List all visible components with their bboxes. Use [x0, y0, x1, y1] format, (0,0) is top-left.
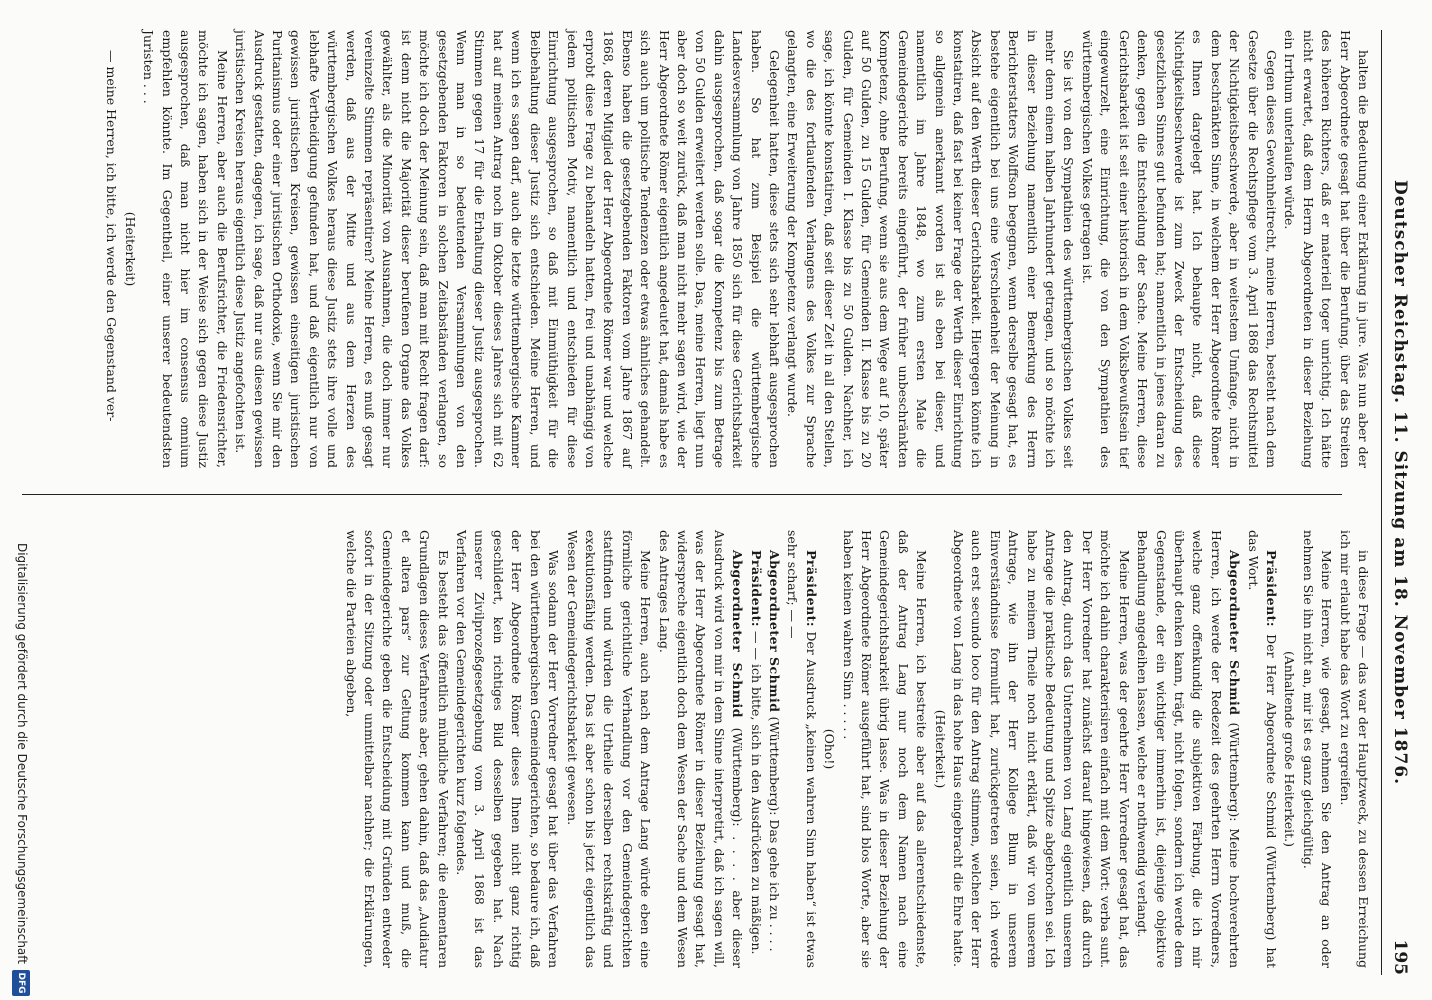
speaker-name: Abgeordneter Schmid: [1227, 550, 1243, 716]
body-paragraph: Gegen dieses Gewohnheitrecht, meine Herren, besteht nach dem Gesetze über die Rechtspflege vom 3. April 1868 das Rechtsmittel der Nichtigkeitsbeschwerde, aber in weitestem Umfange, nicht in dem beschränkten Sinne, in welchem der Herr Abgeordnete Römer es Ihnen dargelegt hat. Ich behaupte nicht, daß diese Nichtigkeitsbeschwerde ist zum Zweck der Entscheidung des gesetzlichen Sinnes gut befunden hat; namentlich in jenes daran zu denken, gegen die Entscheidung der Sache. Meine Herren, diese Gerichtsbarkeit ist seit einer historisch in dem Volksbewußtsein tief eingewurzelt, eine Einrichtung, die von den Sympathien des württembergischen Volkes getragen ist.: [1079, 30, 1279, 468]
body-paragraph: Meine Herren, aber auch die Berufsrichter, die Friedensrichter, möchte ich sagen, haben sich in der Weise sich gegen diese Justiz ausgesprochen, daß man nicht hier im consensus omnium empfehlen könnte. Im Gegentheil, einer unserer bedeutendsten Juristen . . .: [141, 30, 230, 468]
speech-paragraph: [765, 530, 783, 968]
digitization-footer: [6, 0, 34, 1000]
digitization-credit: Digitalisierung gefördert durch die Deutsche Forschungsgemeinschaft: [15, 542, 29, 964]
speaker-name: Präsident:: [748, 550, 764, 628]
speech-text: (Württemberg): Das gehe ich zu . . . .: [767, 716, 782, 952]
body-paragraph: Meine Herren, wie gesagt, nehmen Sie den Antrag an oder nehmen Sie ihn nicht an, mir ist es ganz gleichgültig.: [1300, 530, 1335, 968]
right-text-column: [341, 530, 1372, 968]
speech-text: Der Ausdruck „keinen wahren Sinn haben“ ist etwas sehr scharf; — —: [785, 530, 819, 968]
speech-text: Der Herr Abgeordnete Schmid (Württemberg) hat das Wort.: [1245, 530, 1279, 968]
speech-paragraph: [1243, 530, 1280, 968]
body-paragraph: halten die Bedeutung einer Erklärung in jure. Was nun aber der Herr Abgeordnete gesagt hat über die Berufung, über das Streiten des höheren Richters, daß er materiell toger unrichtig. Ich hätte nicht erwartet, daß dem Herrn Abgeordneten in dieser Beziehung ein Irrthum unterlaufen würde.: [1282, 30, 1371, 468]
stage-direction: (Heiterkeit.): [932, 709, 948, 789]
stage-direction: (Anhaltende große Heiterkeit.): [1282, 650, 1298, 848]
body-paragraph: Was sodann der Herr Vorredner gesagt hat über das Verfahren bei den württembergischen Gemeindegerichten, so bedaure ich, daß der Herr Abgeordnete Römer dieses Ihnen nicht ganz richtig geschildert, kein richtiges Bild desselben gegeben hat. Nach unserer Zivilprozeßgesetzgebung vom 3. April 1868 ist das Verfahren vor den Gemeindegerichten kurz folgendes.: [454, 530, 562, 968]
dfg-logo: DFG: [12, 970, 30, 996]
stage-direction: (Heiterkeit): [122, 211, 138, 287]
speaker-name: Abgeordneter Schmid: [730, 550, 746, 719]
speaker-name: Präsident:: [803, 550, 819, 628]
body-paragraph: Meine Herren, auch nach dem Antrage Lang würde eben eine förmliche gerichtliche Verhandlung vor den Gemeindegerichten stattfinden und würden die Urtheile derselben rechtskräftig und exekutionsfähig werden. Das ist aber schon bis jetzt eigentlich das Wesen der Gemeindegerichtsbarkeit gewesen.: [564, 530, 654, 968]
body-paragraph: Meine Herren, was der geehrte Herr Vorredner gesagt hat, das möchte ich dahin charakterisiren einfach mit dem Wort: verba sunt. Der Herr Vorredner hat zunächst darauf hingewiesen, daß durch den Antrag, durch das Unternehmen von Lang eigentlich unserem Antrage die praktische Bedeutung und Spitze abgebrochen sei. Ich habe zu meinem Theile noch nicht erklärt, daß wir von unserem Antrage, wie ihn der Herr Kollege Blum in unserem Einverständnisse formulirt hat, zurückgetreten seien, ich werde auch erst secundo loco für den Antrag stimmen, welchen der Herr Abgeordnete von Lang in das hohe Haus eingebracht die Ehre hatte.: [951, 530, 1132, 968]
speech-text: — — ich bitte, sich in den Ausdrücken zu mäßigen.: [748, 631, 764, 955]
speech-paragraph: [1133, 530, 1243, 968]
body-paragraph: Sie ist von den Sympathien des württembergischen Volkes seit mehr denn einem halben Jahrhundert getragen, und so möchte ich in dieser Beziehung namentlich einer Bemerkung des Herrn Berichterstatters Wolffson begegnen, wenn derselbe gesagt hat, es bestehe eigentlich bei uns eine Verschiedenheit der Meinung in Absicht auf den Werth dieser Gerichtsbarkeit. Hiergegen könnte ich konstatiren, daß fast bei keiner Frage der Werth dieser Einrichtung so allgemein anerkannt worden ist als eben bei dieser, und namentlich im Jahre 1848, wo zum ersten Male die Gemeindegerichte bereits eingeführt, der früher unbeschränkten Kompetenz, ohne Berufung, wenn sie aus dem Wege auf 10, später auf 50 Gulden, zu 15 Gulden, für Gemeinden II. Klasse bis zu 20 Gulden, für Gemeinden I. Klasse bis zu 50 Gulden. Nachher, ich sage, ich könnte konstatiren, daß seit dieser Zeit in all den Stellen, wo die des fortlaufenden Verlangens des Volkes zur Sprache gelangten, eine Erweiterung der Kompetenz verlangt wurde.: [785, 30, 1077, 468]
body-paragraph: — meine Herren, ich bitte, ich werde den Gegenstand ver-: [104, 50, 120, 422]
page-header: [1381, 30, 1410, 975]
body-paragraph: Gelegenheit hatten, diese stets sich sehr lebhaft ausgesprochen haben. So hat zum Beispiel die württembergische Landesversammlung von Jahre 1850 sich für diese Gerichtsbarkeit dahin ausgesprochen, daß sogar die Kompetenz bis zum Betrage von 50 Gulden erweitert werden solle. Das, meine Herren, liegt nun aber doch so weit zurück, daß man nicht mehr sagen wird, wie der Herr Abgeordnete Römer eigentlich angedeutet hat, damals habe es sich auch um politische Tendenzen oder etwas ähnliches gehandelt. Ebenso haben die gesetzgebenden Faktoren vom Jahre 1867 auf 1868, deren Mitglied der Herr Abgeordnete Römer war und welche erprobt diese Frage zu behandeln hatten, frei und unabhängig von jedem politischen Motiv, namentlich und entschieden für diese Einrichtung ausgesprochen, so daß mit Einmüthigkeit für die Beibehaltung dieser Justiz sich entschieden. Meine Herren, und wenn ich es sagen darf, auch die letzte württembergische Kammer hat auf meinen Antrag noch im Oktober dieses Jahres sich mit 62 Stimmen gegen 17 für die Erhaltung dieser Justiz ausgesprochen. Wenn man in so bedeutenden Versammlungen von den gesetzgebenden Faktoren in solchen Zeitabständen verlangen, so möchte ich doch der Meinung sein, daß man mit Recht fragen darf: ist denn nicht die Majorität dieser berufenen Organe das Volkes gewählter, als die Minorität von Ausnahmen, die doch immer nur vereinzelte Stimmen repräsentiren? Meine Herren, es muß gesagt werden, daß aus der Mitte und aus dem Herzen des württembergischen Volkes heraus diese Justiz stets ihre volle und lebhafte Vertheidigung gefunden hat, und daß eigentlich nur von gewissen juristischen Kreisen, gewissen einseitigen juristischen Puritanismus oder einer juristischen Orthodoxie, wenn Sie mir den Ausdruck gestatten, dagegen, ich sage, daß nur aus diesen gewissen juristischen Kreisen heraus eigentlich diese Justiz angefochten ist.: [233, 30, 782, 468]
speech-paragraph: [783, 530, 820, 968]
page-title: Deutscher Reichstag. 11. Sitzung am 18. November 1876.: [1390, 179, 1410, 786]
stage-direction: (Oho!): [822, 728, 838, 770]
body-paragraph: Es besteht das öffentlich mündliche Verfahren; die elementaren Grundlagen dieses Verfahrens aber, gehen dahin, daß das „Audiatur et altera pars“ zur Geltung kommen kann und muß, die Gemeindegerichte geben die Entscheidung mit Gründen entweder sofort in der Sitzung oder unmittelbar nachher; die Erklärungen, welche die Parteien abgeben,: [343, 530, 451, 968]
column-divider: [22, 494, 1342, 495]
speech-text: (Württemberg): . . . . aber dieser Ausdruck wird von mir in dem Sinne interpretirt, daß ich sagen will, was der Herr Abgeordnete Römer in dieser Beziehung gesagt hat, widerspreche eigentlich doch dem Wesen der Sache und dem Wesen des Antrages Lang.: [656, 530, 746, 968]
body-paragraph: Meine Herren, ich bestreite aber auf das allerentschiedenste, daß der Antrag Lang nur noch dem Namen nach eine Gemeindegerichtsbarkeit übrig lasse. Was in dieser Beziehung der Herr Abgeordnete Römer ausgeführt hat, sind blos Worte, aber sie haben keinen wahren Sinn . . . . .: [840, 530, 930, 968]
speech-paragraph: [746, 530, 764, 968]
speaker-name: Abgeordneter Schmid: [767, 550, 782, 713]
speech-paragraph: [654, 530, 746, 968]
body-paragraph: in diese Frage — das war der Hauptzweck, zu dessen Erreichung ich mir erlaubt habe das Wort zu ergreifen.: [1337, 530, 1371, 968]
left-text-column: [102, 30, 1372, 468]
speech-text: (Württemberg): Meine hochverehrten Herren, ich werde der Redezeit des geehrten Herrn Vorredners, welche ganz offenkundig die subjektiven Färbung, die ich mir überhaupt denken kann, trägt, nicht folgen, sondern ich werde dem Gegenstande, der ein wichtiger immerhin ist, diejenige objektive Behandlung angedeihen lassen, welche er nothwendig verlangt.: [1135, 530, 1243, 968]
speaker-name: Präsident:: [1263, 550, 1279, 628]
page-number: 195: [1390, 939, 1410, 975]
